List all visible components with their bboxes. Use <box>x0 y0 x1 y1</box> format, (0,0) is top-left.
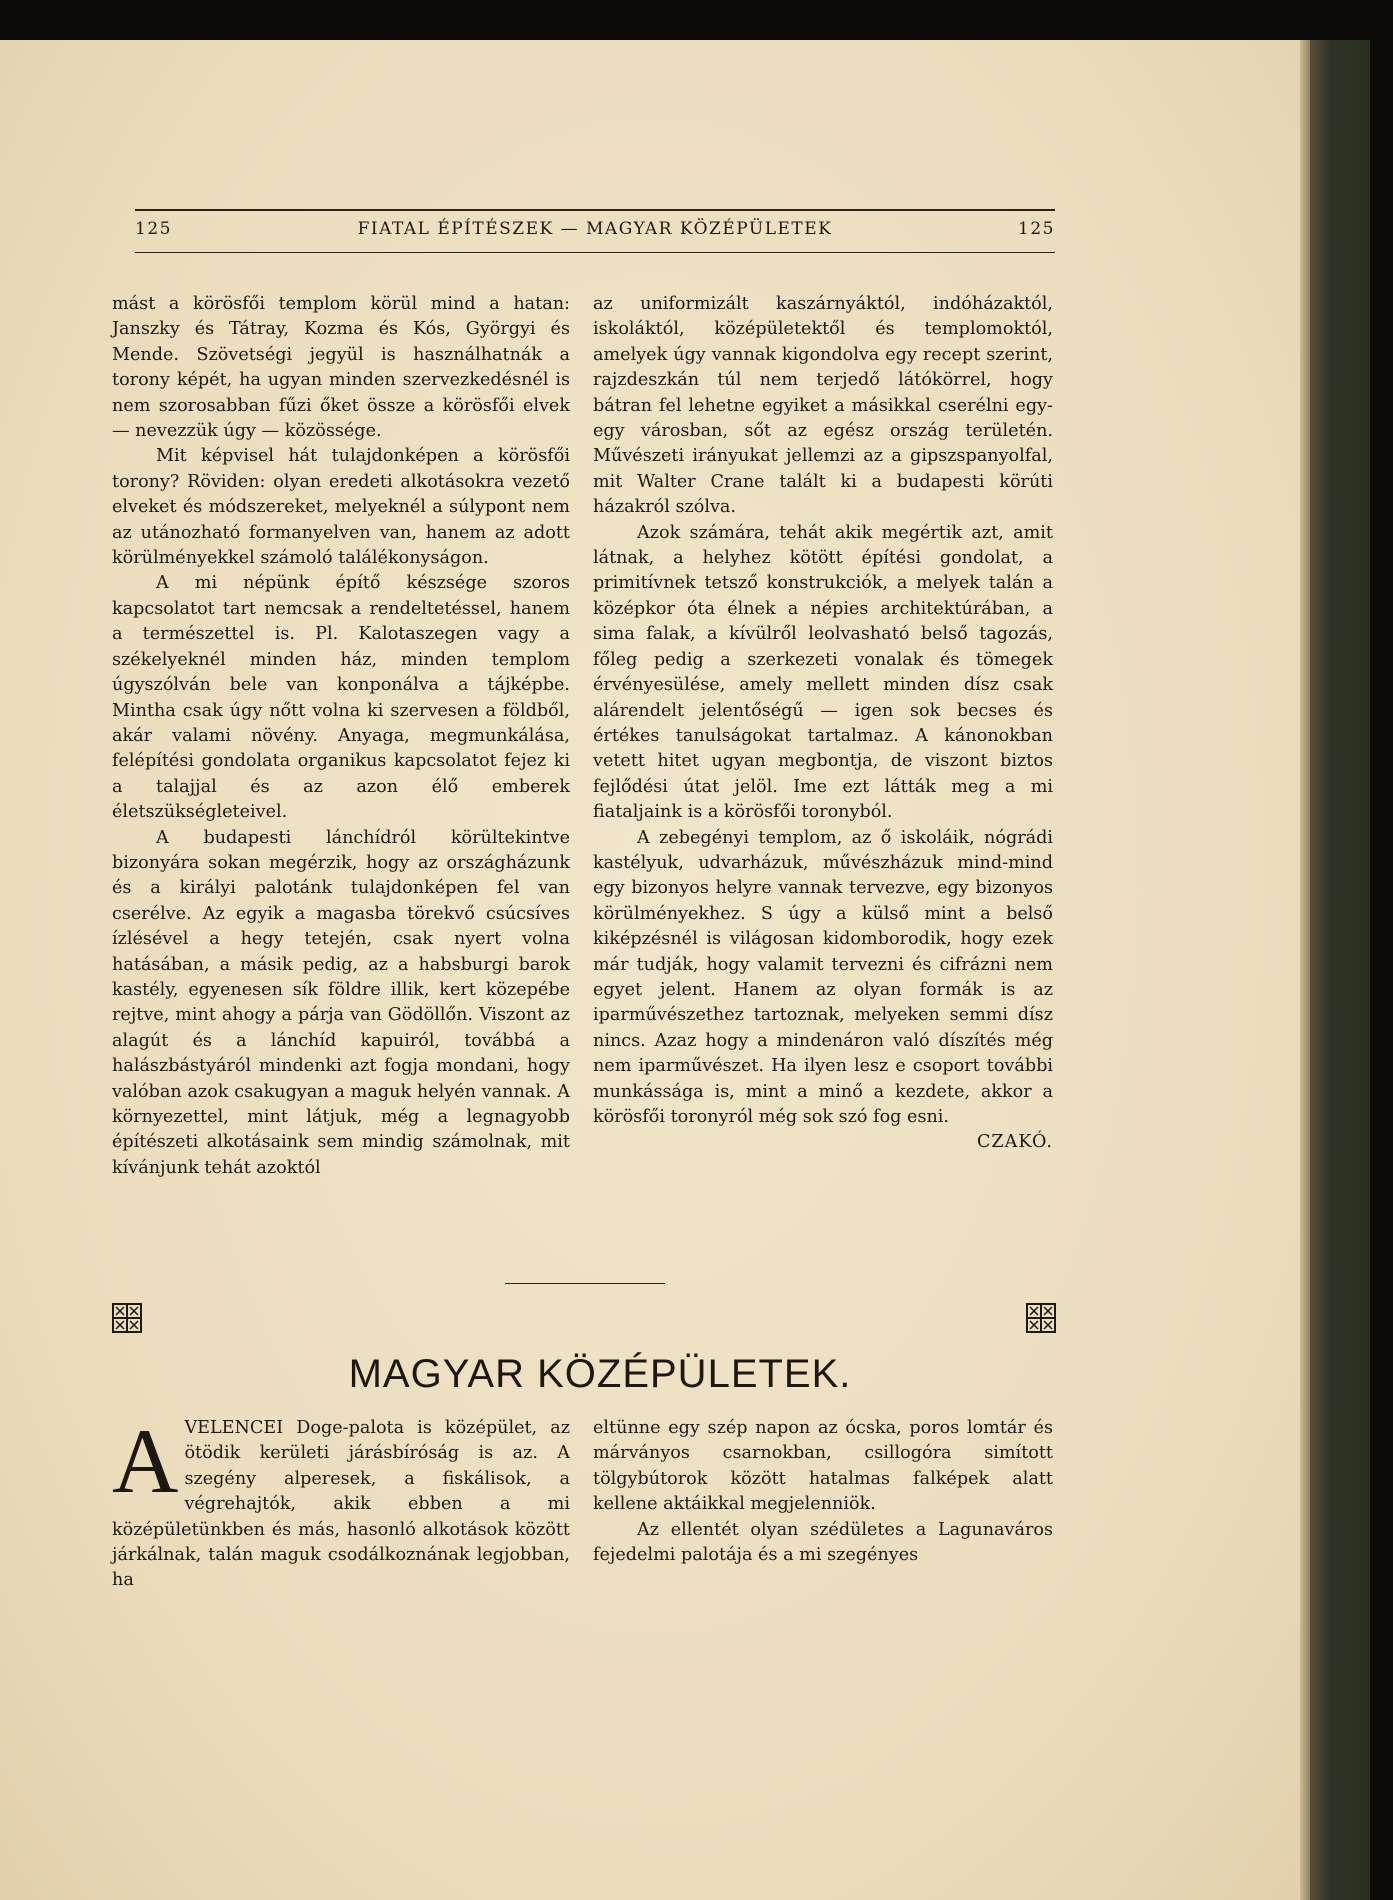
paragraph: Az ellentét olyan szédületes a Lagunaváros fejedelmi palotája és a mi szegényes <box>593 1519 1053 1566</box>
article-column-right <box>593 292 1053 1156</box>
section-divider <box>505 1283 665 1284</box>
ornament-icon <box>1026 1303 1056 1333</box>
paragraph: A zebegényi templom, az ő iskoláik, nógrádi kastélyuk, udvarházuk, művészházuk mind-mind egy bizonyos helyre vannak tervezve, egy bizonyos körülményekhez. S úgy a külső mint a belső kiképzésnél is világosan kidomborodik, hogy ezek már tudják, hogy valamit tervezni és cifrázni nem egyet jelent. Hanem az olyan formák is az iparművészethez tartoznak, melyeken semmi dísz nincs. Azaz hogy a mindenáron való díszítés még nem iparművészet. Ha ilyen lesz e csoport további munkássága is, mint a minő a kezdete, akkor a körösfői toronyról még sok szó fog esni. <box>593 827 1053 1127</box>
article-title: MAGYAR KÖZÉPÜLETEK. <box>348 1352 852 1396</box>
paragraph: az uniformizált kaszárnyáktól, indóházaktól, iskoláktól, középületektől és templomoktól, amelyek úgy vannak kigondolva egy recept szerint, rajzdeszkán túl nem terjedő látókörrel, hogy bátran fel lehetne egyiket a másikkal cserélni egy-egy városban, sőt az egész ország területén. Művészeti irányukat jellemzi az a gipszspanyolfal, mit Walter Crane talált ki a budapesti körúti házakról szólva. <box>593 294 1053 518</box>
article-column-left <box>112 292 570 1181</box>
page-number-left: 125 <box>135 219 172 239</box>
book-spine <box>1310 40 1370 1900</box>
article2-column-right <box>593 1416 1053 1568</box>
paragraph: eltünne egy szép napon az ócska, poros lomtár és márványos csarnokban, csillogóra simított tölgybútorok között hatalmas falképek alatt kellene aktáikkal megjelenniök. <box>593 1418 1053 1515</box>
ornament-icon <box>112 1303 142 1333</box>
header-rule <box>135 209 1055 211</box>
paragraph: mást a körösfői templom körül mind a hatan: Janszky és Tátray, Kozma és Kós, Györgyi és Mende. Szövetségi jegyül is használhatnák a torony képét, ha ugyan minden szervezkedésnél is nem szorosabban fűzi őket össze a körösfői elvek — nevezzük úgy — közössége. <box>112 294 570 442</box>
article2-column-left <box>112 1410 570 1594</box>
paragraph: Mit képvisel hát tulajdonképen a körösfői torony? Röviden: olyan eredeti alkotásokra vezető elveket és módszereket, melyeknél a súlypont nem az utánozható formanyelven van, hanem az adott körülményekkel számoló találékonyságon. <box>112 446 570 569</box>
header-rule-bottom <box>135 252 1055 253</box>
paragraph: Azok számára, tehát akik megértik azt, amit látnak, a helyhez kötött építési gondolat, a primitívnek tetsző konstrukciók, a melyek talán a középkor óta élnek a népies architektúrában, a sima falak, a kívülről leolvasható belső tagozás, főleg pedig a szerkezeti vonalak és tömegek érvényesülése, amely mellett minden dísz csak alárendelt jelentőségű — igen sok becses és értékes tanulságokat tartalmaz. A kánonokban vetett hitet ugyan megbontja, de viszont biztos fejlődési útat jelöl. Ime ezt látták meg a mi fiataljaink is a körösfői toronyból. <box>593 522 1053 823</box>
drop-cap: A <box>112 1410 179 1512</box>
paragraph: A mi népünk építő készsége szoros kapcsolatot tart nemcsak a rendeltetéssel, hanem a természettel is. Pl. Kalotaszegen vagy a székelyeknél minden ház, minden templom úgyszólván bele van konponálva a tájképbe. Mintha csak úgy nőtt volna ki szervesen a földből, akár valami növény. Anyaga, megmunkálása, felépítési gondolata organikus kapcsolatot fejez ki a talajjal és az azon élő emberek életszükségleteivel. <box>112 573 570 823</box>
author-signature: CZAKÓ. <box>976 1132 1053 1153</box>
paragraph: VELENCEI Doge-palota is középület, az ötödik kerületi járásbíróság is az. A szegény alperesek, a fiskálisok, a végrehajtók, akik ebben a mi középületünkben és más, hasonló alkotások között járkálnak, talán maguk csodálkoznának legjobban, ha <box>112 1418 570 1591</box>
running-title: FIATAL ÉPÍTÉSZEK — MAGYAR KÖZÉPÜLETEK <box>357 219 833 239</box>
page-number-right: 125 <box>1018 219 1055 239</box>
paragraph: A budapesti lánchídról körültekintve bizonyára sokan megérzik, hogy az országházunk és a királyi palotánk tulajdonképen fel van cserélve. Az egyik a magasba törekvő csúcsíves ízlésével a hegy tetején, csak nyert volna hatásában, a másik pedig, az a habsburgi barok kastély, egyenesen sík földre illik, kert közepébe rejtve, mint ahogy a párja van Gödöllőn. Viszont az alagút és a lánchíd kapuiról, továbbá a halászbástyáról mindenki azt fogja mondani, hogy valóban azok csakugyan a maguk helyén vannak. A környezettel, mint látjuk, még a legnagyobb építészeti alkotásaink sem mindig számolnak, mit kívánjunk tehát azoktól <box>112 827 570 1178</box>
running-header <box>135 212 1055 246</box>
